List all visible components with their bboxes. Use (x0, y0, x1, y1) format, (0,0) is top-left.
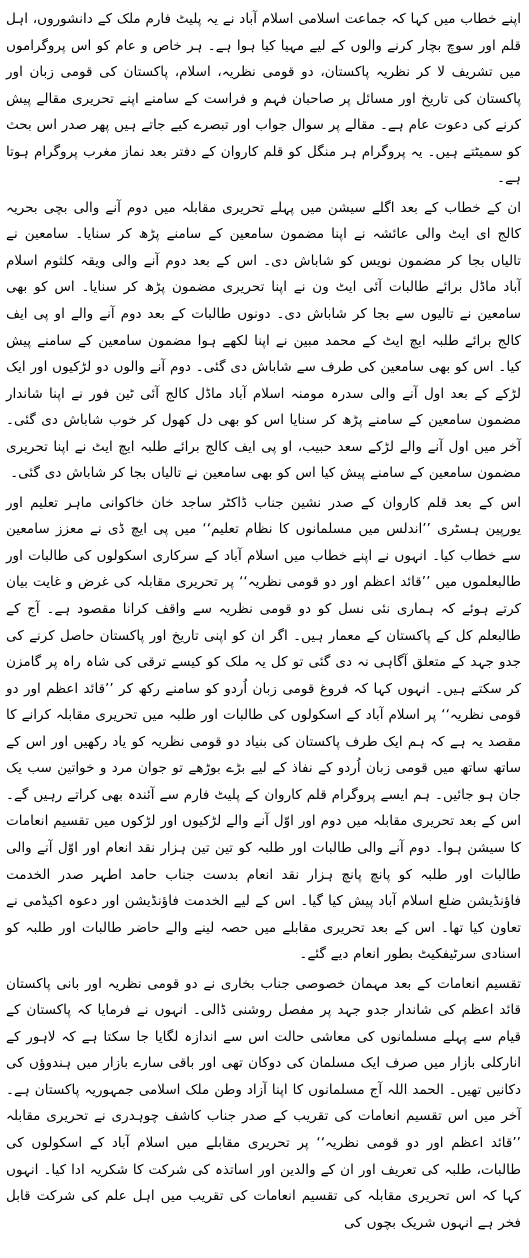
paragraph-welcome-address: اپنے خطاب میں کہا کہ جماعت اسلامی اسلام آباد نے یہ پلیٹ فارم ملک کے دانشوروں، اہل قلم اور سوچ بچار کرنے والوں کے لیے مہیا کیا ہوا ہے۔ ہر خاص و عام کو اس پروگراموں میں تشریف لا کر نظریہ پاکستان، دو قومی نظریہ، اسلام، پاکستان کی قومی زبان اور پاکستان کی تاریخ اور مسائل پر صاحبان فہم و فراست کے سامنے اپنے تحریری مقالے پیش کرنے کی دعوت عام ہے۔ مقالے پر سوال جواب اور تبصرے کیے جاتے ہیں پھر صدر اس بحث کو سمیٹتے ہیں۔ یہ پروگرام ہر منگل کو قلم کاروان کے دفتر بعد نماز مغرب پروگرام ہوتا ہے۔ (6, 11, 521, 187)
paragraph-president-address: اس کے بعد قلم کاروان کے صدر نشین جناب ڈاکٹر ساجد خان خاکوانی ماہر تعلیم اور یورپین ہسٹری ’’اندلس میں مسلمانوں کا نظام تعلیم‘‘ میں پی ایچ ڈی نے معزز سامعین سے خطاب کیا۔ انہوں نے اپنے خطاب میں اسلام آباد کے سرکاری اسکولوں کی طالبات اور طالبعلموں میں ’’قائد اعظم اور دو قومی نظریہ‘‘ پر تحریری مقابلہ کی غرض و غایت بیان کرتے ہوئے کہ ہماری نئی نسل کو دو قومی نظریہ سے واقف کرانا مقصود ہے۔ آج کے طالبعلم کل کے پاکستان کے معمار ہیں۔ اگر ان کو اپنی تاریخ اور پاکستان حاصل کرنے کی جدو جہد کے متعلق آگاہی نہ دی گئی تو کل یہ ملک کو کیسے ترقی کی شاہ راہ پر گامزن کر سکتے ہیں۔ انہوں کہا کہ فروغ قومی زبان اُردو کو سامنے رکھ کر ’’قائد اعظم اور دو قومی نظریہ‘‘ پر اسلام آباد کے اسکولوں کی طالبات اور طلبہ میں تحریری مقابلہ کرانے کا مقصد یہ ہے کہ ہم ایک طرف پاکستان کی بنیاد دو قومی نظریہ کو یاد رکھیں اور اس کے ساتھ ساتھ میں قومی زبان اُردو کے نفاذ کے لیے بڑے بوڑھے تو جوان مرد و خواتین سب یک جان ہو جائیں۔ ہم ایسے پروگرام قلم کاروان کے پلیٹ فارم سے آئندہ بھی کراتے رہیں گے۔ اس کے بعد تحریری مقابلہ میں دوم اور اوّل آنے والے لڑکیوں اور لڑکوں میں تقسیم انعامات کا سیشن ہوا۔ دوم آنے والی طالبات اور طلبہ کو تین تین ہزار نقد انعام اور اوّل آنے والی طالبات اور طلبہ کو پانچ پانچ ہزار نقد انعام بدست جناب حامد اطہر صدر الخدمت فاؤنڈیشن ضلع اسلام آباد پیش کیا گیا۔ اس کے لیے الخدمت فاؤنڈیشن اور دعوہ اکیڈمی نے تعاون کیا تھا۔ اس کے بعد تحریری مقابلے میں حصہ لینے والے حاضر طالبات اور طلبہ کو اسنادی سرٹیفکیٹ بطور انعام دیے گئے۔ (6, 494, 521, 963)
paragraph-chief-guest-speech: تقسیم انعامات کے بعد مہمان خصوصی جناب بخاری نے دو قومی نظریہ اور بانی پاکستان قائد اعظم کی شاندار جدو جہد پر مفصل روشنی ڈالی۔ انہوں نے فرمایا کہ پاکستان کے قیام سے پہلے مسلمانوں کی معاشی حالت اس سے اندازہ لگایا جا سکتا ہے کہ لاہور کے انارکلی بازار میں صرف ایک مسلمان کی دوکان تھی اور باقی سارے بازار میں ہندوؤں کی دکانیں تھیں۔ الحمد اللہ آج مسلمانوں کا اپنا آزاد وطن ملک اسلامی جمہوریہ پاکستان ہے۔ آخر میں اس تقسیم انعامات کی تقریب کے صدر جناب کاشف چوہدری نے تحریری مقابلہ ’’قائد اعظم اور دو قومی نظریہ‘‘ پر تحریری مقابلے میں اسلام آباد کے اسکولوں کی طالبات، طلبہ کی تعریف اور ان کے والدین اور اساتذہ کی شرکت کا شکریہ ادا کیا۔ انہوں کہا کہ اس تحریری مقابلہ کی تقسیم انعامات کی تقریب میں اہل علم کی شرکت قابل فخر ہے انہوں شریک بچوں کی (6, 975, 521, 1231)
paragraph-essay-readings: ان کے خطاب کے بعد اگلے سیشن میں پہلے تحریری مقابلہ میں دوم آنے والی بچی بحریہ کالج ای ایٹ والی عائشہ نے اپنا مضمون سامعین کے سامنے پڑھ کر سنایا۔ سامعین نے تالیاں بجا کر مضمون نویس کو شاباش دی۔ اس کے بعد دوم آنے والی ویقہ کلثوم اسلام آباد ماڈل برائے طالبات آئی ایٹ ون نے اپنا تحریری مضمون پڑھ کر سنایا۔ اس کو بھی سامعین نے تالیوں سے بجا کر شاباش دی۔ دونوں طالبات کے بعد دوم آنے والے او پی ایف کالج برائے طلبہ ایچ ایٹ کے محمد مبین نے اپنا لکھے ہوا مضمون سامعین کے سامنے پیش کیا۔ اس کو بھی سامعین کی طرف سے شاباش دی گئی۔ دوم آنے والوں دو لڑکیوں اور ایک لڑکے کے بعد اول آنے والی سدرہ مومنہ اسلام آباد ماڈل کالج آئی ٹین فور نے اپنا شاندار مضمون سامعین کے سامنے پڑھ کر سنایا اس کو بھی دل کھول کر خوب شاباش دی گئی۔ آخر میں اول آنے والے لڑکے سعد حبیب، او پی ایف کالج برائے طلبہ ایچ ایٹ نے اپنا تحریری مضمون سامعین کے سامنے پیش کیا اس کو بھی سامعین نے تالیاں بجا کر شاباش دی گئی۔ (6, 199, 521, 482)
